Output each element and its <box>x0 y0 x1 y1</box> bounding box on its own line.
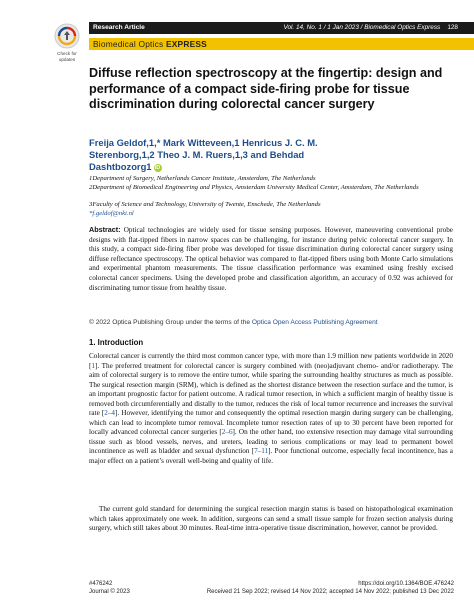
journal-logo <box>93 38 207 50</box>
check-for-updates-icon[interactable] <box>54 23 80 49</box>
badge-line1: Check for <box>57 51 77 56</box>
author-line-3 <box>89 161 459 173</box>
affiliation-1: 1Department of Surgery, Netherlands Cancer Institute, Amsterdam, The Netherlands <box>89 175 316 182</box>
journal-express: EXPRESS <box>165 39 207 49</box>
check-for-updates-label[interactable] <box>50 51 84 62</box>
abstract <box>89 225 453 293</box>
manuscript-id: #476242 <box>89 581 113 587</box>
para1-part1: Colorectal cancer is currently the third most common cancer type, with more than 1.9 million new patients worldwide in 2020 [ <box>89 352 453 370</box>
para1-part4: ]. On the other hand, too extensive resection may damage vital surrounding tissue such as blood vessels, nerves, and ureters, leading to serious complications or may lead to permanent bowel incontinence as well as bladder and sexual dysfunction [ <box>89 428 454 456</box>
affiliation-3: 3Faculty of Science and Technology, University of Twente, Enschede, The Netherlands <box>89 201 321 208</box>
article-type: Research Article <box>93 24 145 31</box>
copyright-text: © 2022 Optica Publishing Group under the terms of the <box>89 319 251 326</box>
reference-link[interactable]: 7–11 <box>254 447 269 456</box>
journal-copyright: Journal © 2023 <box>89 589 130 595</box>
header-bar <box>89 22 474 34</box>
citation-text: Vol. 14, No. 1 / 1 Jan 2023 / Biomedical Optics Express <box>283 24 441 31</box>
abstract-text: Optical technologies are widely used for tissue sensing purposes. However, maneuvering conventional probe designs with flat-tipped fibers in narrow spaces can be challenging, for instance during pelvic colorectal cancer surgery. In this study, a compact side-firing fiber probe was developed for tissue discrimination during colorectal cancer surgery using diffuse reflectance spectroscopy. The optical behavior was compared to flat-tipped fibers using both Monte Carlo simulations and experimental phantom measurements. The tissue classification performance was examined using freshly excised colorectal cancer specimens. Using the developed probe and classification algorithm, an accuracy of 0.92 was achieved for discriminating tumor tissue from healthy tissue. <box>89 226 453 292</box>
affiliation-2: 2Department of Biomedical Engineering and Physics, Amsterdam University Medical Center, Amsterdam, The Netherlands <box>89 184 419 191</box>
author-list <box>89 137 459 173</box>
para1-part5: ]. Poor functional outcome, especially fecal incontinence, has a major effect on a patient’s overall well-being and quality of life. <box>89 447 453 466</box>
para1-part3: ]. However, identifying the tumor and consequently the optimal resection margin during surgery can be challenging, which can lead to incomplete tumor removal. Incomplete tumor resection rates of up to 30 percent have been reported for locally advanced colorectal cancer surgeries [ <box>89 409 453 437</box>
orcid-icon[interactable]: iD <box>154 164 161 171</box>
author-line-3-text: Dashtbozorg1 <box>89 161 152 172</box>
reference-link[interactable]: 1 <box>91 361 95 370</box>
author-line-2: Sterenborg,1,2 Theo J. M. Ruers,1,3 and Behdad <box>89 149 305 160</box>
header-citation <box>283 22 458 34</box>
journal-band <box>89 38 474 50</box>
abstract-label: Abstract: <box>89 225 121 234</box>
email-link[interactable]: *f.geldof@nki.nl <box>89 210 134 217</box>
para1-part2: ]. The preferred treatment for colorectal cancer is surgery combined with (neo)adjuvant chemo- and/or radiotherapy. The aim of colorectal surgery is to remove the entire tumor, while sparing the surrounding healthy structures as much as possible. The surgical resection margin (SRM), which is defined as the shortest distance between the resection surface and the tumor, is an important prognostic factor for patient outcome. A radical tumor resection, in which a sufficient margin of healthy tissue is removed both circumferentially and distally to the tumor, reduces the risk of local tumor recurrence and increases the survival rate [ <box>89 361 453 418</box>
intro-paragraph-1 <box>89 352 453 467</box>
author-line-1: Freija Geldof,1,* Mark Witteveen,1 Henricus J. C. M. <box>89 137 318 148</box>
badge-line2: updates <box>58 56 76 62</box>
publication-dates: Received 21 Sep 2022; revised 14 Nov 2022; accepted 14 Nov 2022; published 13 Dec 2022 <box>206 589 454 595</box>
footer-right <box>114 580 454 596</box>
journal-name: Biomedical Optics <box>93 39 164 49</box>
article-title: Diffuse reflection spectroscopy at the fingertip: design and performance of a compact side-firing probe for tissue discrimination during colorectal cancer surgery <box>89 66 443 112</box>
corresponding-email[interactable] <box>89 210 459 219</box>
intro-paragraph-2: The current gold standard for determining the surgical resection margin status is based on histopathological examination which takes approximately one week. In addition, surgeons can send a small tissue sample for frozen section analysis during surgery, which still takes about 30 minutes. Real-time intra-operative tissue discrimination, however, cannot be provided. <box>89 505 453 533</box>
doi-link[interactable]: https://doi.org/10.1364/BOE.476242 <box>358 581 454 587</box>
reference-link[interactable]: 2–4 <box>104 409 116 418</box>
section-heading: 1. Introduction <box>89 338 144 347</box>
reference-link[interactable]: 2–6 <box>221 428 233 437</box>
open-access-agreement-link[interactable]: Optica Open Access Publishing Agreement <box>251 319 378 326</box>
copyright-notice <box>89 318 453 327</box>
page-number: 128 <box>447 24 458 31</box>
